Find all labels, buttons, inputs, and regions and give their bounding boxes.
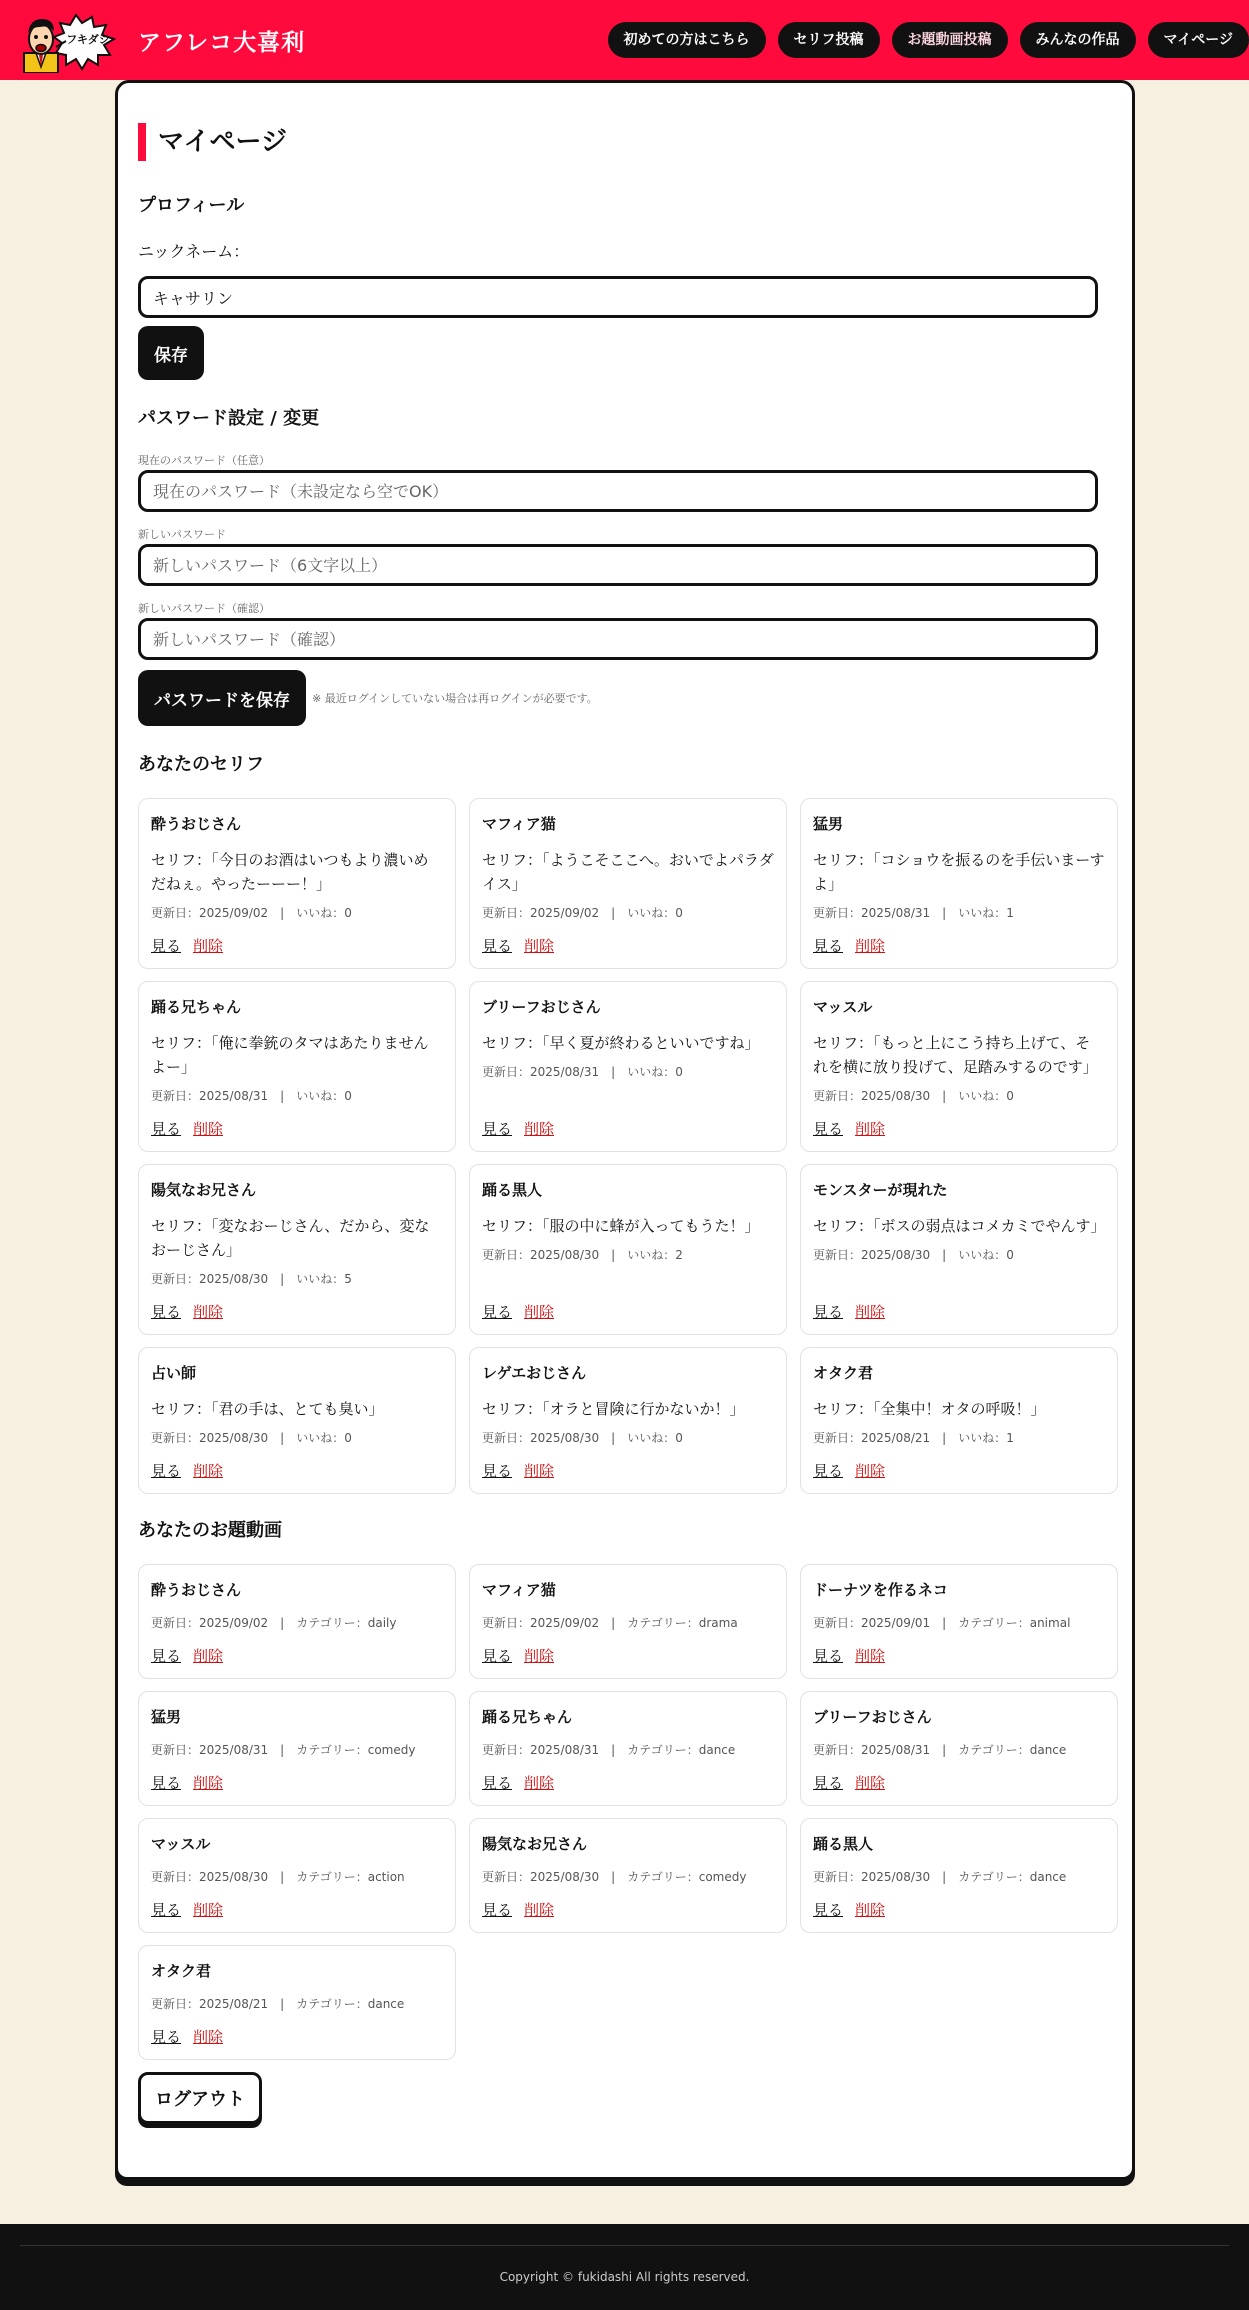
delete-link[interactable]: 削除 [193,1901,224,1919]
site-footer [0,2224,1249,2310]
serif-line: セリフ：「変なおーじさん、だから、変なおーじさん」 [151,1217,430,1259]
nav-getting-started[interactable]: 初めての方はこちら [608,22,766,58]
serif-meta: 更新日：2025/08/30 | いいね：0 [813,1248,1014,1262]
save-profile-button[interactable]: 保存 [138,326,204,380]
serif-meta: 更新日：2025/09/02 | いいね：0 [151,906,352,920]
videos-heading: あなたのお題動画 [138,1520,282,1541]
video-actions [482,1899,774,1920]
delete-link[interactable]: 削除 [524,1303,555,1321]
view-link[interactable]: 見る [151,1647,182,1665]
serif-title: レゲエおじさん [482,1364,587,1382]
video-card [138,1691,456,1806]
video-title: ブリーフおじさん [813,1708,932,1726]
video-card [138,1564,456,1679]
video-title: マフィア猫 [482,1581,556,1599]
view-link[interactable]: 見る [151,1120,182,1138]
view-link[interactable]: 見る [482,1303,513,1321]
serif-card [800,981,1118,1152]
video-title: 酔うおじさん [151,1581,242,1599]
delete-link[interactable]: 削除 [855,1774,886,1792]
serif-meta: 更新日：2025/08/31 | いいね：1 [813,906,1014,920]
serif-actions [482,1460,774,1481]
serif-line: セリフ：「もっと上にこう持ち上げて、それを横に放り投げて、足踏みするのです」 [813,1034,1098,1076]
video-grid [138,1564,1112,2060]
view-link[interactable]: 見る [151,1462,182,1480]
video-actions [482,1772,774,1793]
delete-link[interactable]: 削除 [855,1462,886,1480]
video-actions [151,1645,443,1666]
view-link[interactable]: 見る [813,1774,844,1792]
serif-card [138,1164,456,1335]
serif-actions [813,1460,1105,1481]
serif-line: セリフ：「コショウを振るのを手伝いまーすよ」 [813,851,1105,893]
serif-title: 踊る兄ちゃん [151,998,242,1016]
serif-meta: 更新日：2025/08/30 | いいね：2 [482,1248,683,1262]
view-link[interactable]: 見る [813,1120,844,1138]
footer-divider [20,2245,1229,2246]
serif-meta: 更新日：2025/08/31 | いいね：0 [482,1065,683,1079]
serif-actions [813,1118,1105,1139]
video-meta: 更新日：2025/08/30 | カテゴリー：comedy [482,1870,747,1884]
serif-actions [482,1301,774,1322]
serif-meta: 更新日：2025/08/30 | いいね：0 [482,1431,683,1445]
video-meta: 更新日：2025/08/30 | カテゴリー：dance [813,1870,1067,1884]
video-actions [813,1645,1105,1666]
serif-line: セリフ：「ボスの弱点はコメカミでやんす」 [813,1217,1106,1235]
delete-link[interactable]: 削除 [193,1647,224,1665]
serif-title: 猛男 [813,815,844,833]
serif-card [800,1164,1118,1335]
delete-link[interactable]: 削除 [524,1901,555,1919]
delete-link[interactable]: 削除 [855,1647,886,1665]
delete-link[interactable]: 削除 [193,2028,224,2046]
video-actions [482,1645,774,1666]
serifs-heading: あなたのセリフ [138,754,264,775]
delete-link[interactable]: 削除 [524,1774,555,1792]
nav-works[interactable]: みんなの作品 [1020,22,1136,58]
video-meta: 更新日：2025/08/21 | カテゴリー：dance [151,1997,405,2011]
serif-line: セリフ：「全集中！オタの呼吸！」 [813,1400,1046,1418]
serif-title: 酔うおじさん [151,815,242,833]
serif-grid [138,798,1112,1494]
serif-actions [151,1301,443,1322]
delete-link[interactable]: 削除 [193,1120,224,1138]
video-meta: 更新日：2025/08/31 | カテゴリー：dance [482,1743,736,1757]
page-title: マイページ [138,123,1112,161]
video-actions [151,1899,443,1920]
view-link[interactable]: 見る [482,1647,513,1665]
serif-actions [151,935,443,956]
view-link[interactable]: 見る [482,1462,513,1480]
video-card [469,1691,787,1806]
delete-link[interactable]: 削除 [524,1462,555,1480]
brand[interactable] [18,7,305,73]
confirm-password-label: 新しいパスワード（確認） [138,602,270,615]
site-header [0,0,1249,80]
serif-title: マフィア猫 [482,815,556,833]
logo[interactable] [18,7,126,73]
video-title: ドーナツを作るネコ [813,1581,948,1599]
video-title: オタク君 [151,1962,212,1980]
video-meta: 更新日：2025/09/02 | カテゴリー：daily [151,1616,397,1630]
serif-line: セリフ：「オラと冒険に行かないか！」 [482,1400,745,1418]
nav-post-video[interactable]: お題動画投稿 [892,22,1008,58]
serif-actions [482,1118,774,1139]
video-meta: 更新日：2025/09/02 | カテゴリー：drama [482,1616,738,1630]
serif-meta: 更新日：2025/08/30 | いいね：5 [151,1272,352,1286]
delete-link[interactable]: 削除 [855,937,886,955]
serif-meta: 更新日：2025/08/30 | いいね：0 [151,1431,352,1445]
serif-card [469,1164,787,1335]
serif-card [800,798,1118,969]
delete-link[interactable]: 削除 [193,1774,224,1792]
serif-title: 踊る黒人 [482,1181,543,1199]
confirm-password-input[interactable] [138,618,1098,660]
view-link[interactable]: 見る [813,1303,844,1321]
delete-link[interactable]: 削除 [524,1647,555,1665]
video-title: 猛男 [151,1708,182,1726]
video-actions [813,1899,1105,1920]
serif-actions [482,935,774,956]
video-meta: 更新日：2025/09/01 | カテゴリー：animal [813,1616,1071,1630]
serif-card [469,798,787,969]
serif-meta: 更新日：2025/08/21 | いいね：1 [813,1431,1014,1445]
delete-link[interactable]: 削除 [524,937,555,955]
view-link[interactable]: 見る [151,1901,182,1919]
video-meta: 更新日：2025/08/31 | カテゴリー：dance [813,1743,1067,1757]
view-link[interactable]: 見る [151,2028,182,2046]
site-title[interactable]: アフレコ大喜利 [138,29,306,56]
serif-line: セリフ：「君の手は、とても臭い」 [151,1400,384,1418]
video-card [800,1564,1118,1679]
delete-link[interactable]: 削除 [855,1120,886,1138]
video-title: 踊る黒人 [813,1835,874,1853]
nav-mypage[interactable]: マイページ [1148,22,1249,58]
video-actions [151,2026,443,2047]
video-card [469,1564,787,1679]
serif-card [800,1347,1118,1494]
serif-title: 占い師 [151,1364,197,1382]
copyright: Copyright © fukidashi All rights reserved. [499,2270,750,2284]
password-heading: パスワード設定 / 変更 [138,408,320,429]
delete-link[interactable]: 削除 [193,1303,224,1321]
video-actions [151,1772,443,1793]
serif-meta: 更新日：2025/09/02 | いいね：0 [482,906,683,920]
delete-link[interactable]: 削除 [855,1303,886,1321]
serif-card [469,1347,787,1494]
serif-card [138,1347,456,1494]
serif-title: モンスターが現れた [813,1181,948,1199]
nickname-label: ニックネーム： [138,242,250,261]
serif-meta: 更新日：2025/08/30 | いいね：0 [813,1089,1014,1103]
video-card [800,1818,1118,1933]
password-save-row [138,670,1112,726]
serif-title: 陽気なお兄さん [151,1181,257,1199]
serif-line: セリフ：「早く夏が終わるといいですね」 [482,1034,760,1052]
view-link[interactable]: 見る [151,1303,182,1321]
serif-line: セリフ：「俺に拳銃のタマはあたりませんよー」 [151,1034,429,1076]
serif-actions [151,1118,443,1139]
delete-link[interactable]: 削除 [193,937,224,955]
video-title: マッスル [151,1835,211,1853]
video-card [138,1818,456,1933]
view-link[interactable]: 見る [482,937,513,955]
serif-card [138,798,456,969]
serif-title: ブリーフおじさん [482,998,601,1016]
delete-link[interactable]: 削除 [524,1120,555,1138]
serif-card [138,981,456,1152]
serif-title: マッスル [813,998,873,1016]
logout-button[interactable]: ログアウト [138,2072,262,2124]
save-password-button[interactable]: パスワードを保存 [138,670,306,726]
nav-post-serif[interactable]: セリフ投稿 [778,22,880,58]
video-meta: 更新日：2025/08/31 | カテゴリー：comedy [151,1743,416,1757]
view-link[interactable]: 見る [813,937,844,955]
mypage-card [115,80,1135,2180]
view-link[interactable]: 見る [813,1901,844,1919]
serif-actions [813,935,1105,956]
new-password-label: 新しいパスワード [138,528,226,541]
serif-line: セリフ：「今日のお酒はいつもより濃いめだねぇ。やったーーー！」 [151,851,429,893]
current-password-input[interactable] [138,470,1098,512]
view-link[interactable]: 見る [482,1901,513,1919]
serif-meta: 更新日：2025/08/31 | いいね：0 [151,1089,352,1103]
profile-heading: プロフィール [138,195,245,216]
current-password-label: 現在のパスワード（任意） [138,454,270,467]
delete-link[interactable]: 削除 [193,1462,224,1480]
logo-text: フキダシ [66,33,110,46]
video-card [138,1945,456,2060]
video-meta: 更新日：2025/08/30 | カテゴリー：action [151,1870,405,1884]
video-title: 陽気なお兄さん [482,1835,588,1853]
view-link[interactable]: 見る [813,1462,844,1480]
serif-actions [813,1301,1105,1322]
nickname-input[interactable] [138,276,1098,318]
view-link[interactable]: 見る [151,937,182,955]
video-card [800,1691,1118,1806]
delete-link[interactable]: 削除 [855,1901,886,1919]
serif-line: セリフ：「ようこそここへ。おいでよパラダイス」 [482,851,774,893]
serif-card [469,981,787,1152]
video-card [469,1818,787,1933]
view-link[interactable]: 見る [151,1774,182,1792]
serif-actions [151,1460,443,1481]
serif-title: オタク君 [813,1364,874,1382]
video-actions [813,1772,1105,1793]
view-link[interactable]: 見る [482,1120,513,1138]
new-password-input[interactable] [138,544,1098,586]
main-nav [608,22,1249,58]
view-link[interactable]: 見る [813,1647,844,1665]
video-title: 踊る兄ちゃん [482,1708,573,1726]
password-note: ※ 最近ログインしていない場合は再ログインが必要です。 [312,692,598,705]
serif-line: セリフ：「服の中に蜂が入ってもうた！」 [482,1217,760,1235]
view-link[interactable]: 見る [482,1774,513,1792]
